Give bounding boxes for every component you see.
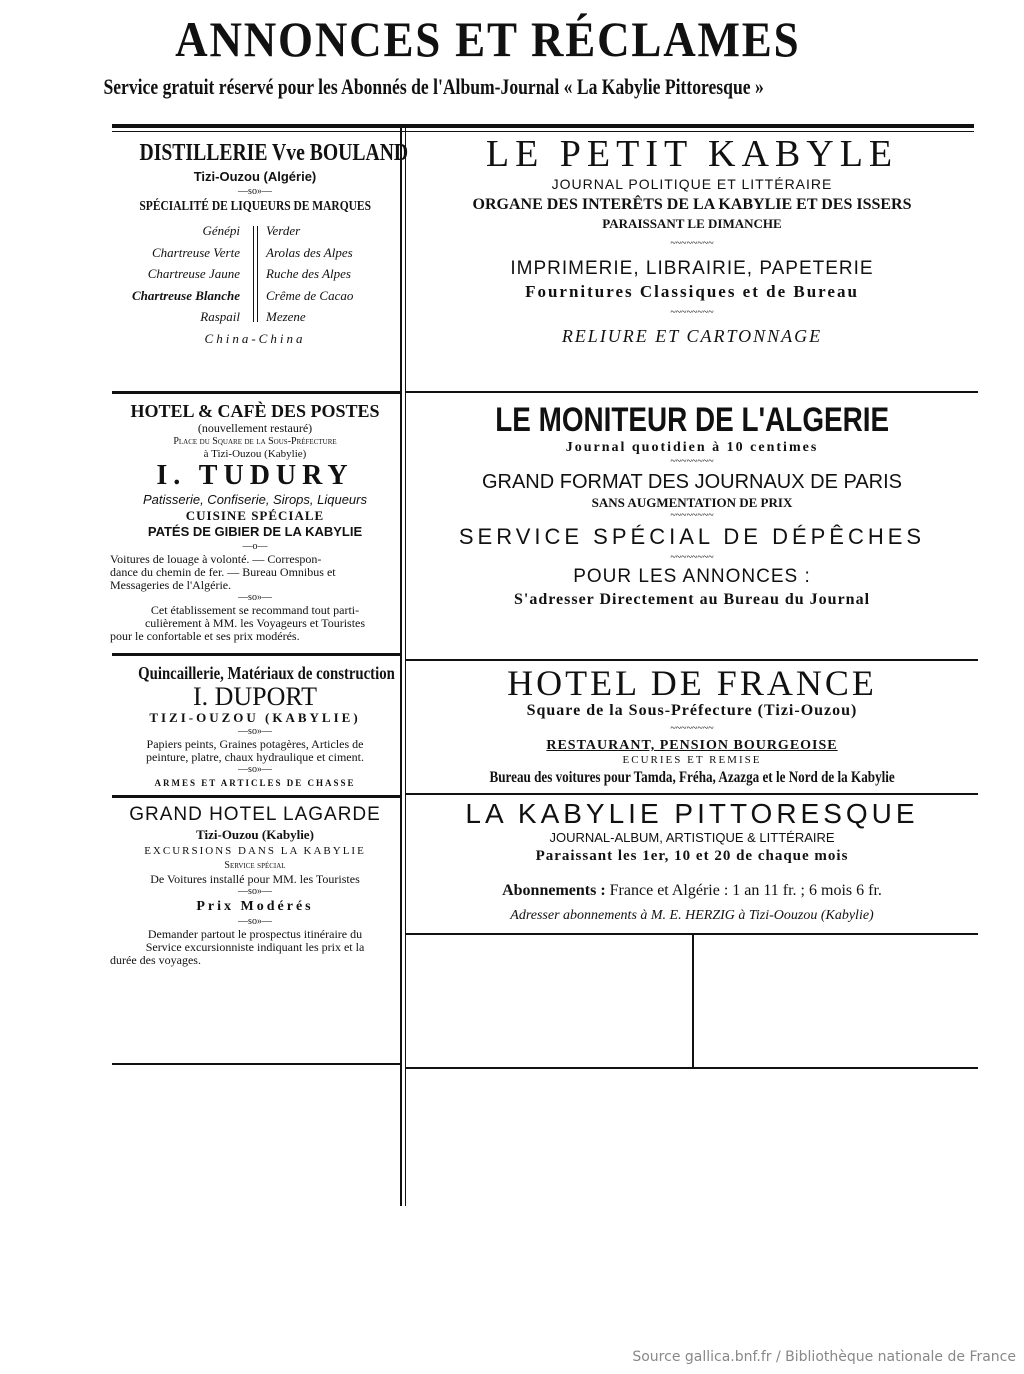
ad-petit-kabyle [406, 134, 978, 348]
ad-hotel-france [406, 664, 978, 790]
ad-paragraph [110, 928, 400, 967]
ad-line: ORGANE DES INTERÊTS DE LA KABYLIE ET DES ISSERS [472, 196, 912, 213]
liqueur: Génépi [202, 223, 240, 238]
ad-line: Bureau des voitures pour Tamda, Fréha, Azazga et le Nord de la Kabylie [489, 769, 895, 786]
text-line: Voitures de louage à volonté. — Correspon- [110, 552, 322, 566]
ad-address: à Tizi-Ouzou (Kabylie) [203, 448, 307, 460]
text-line: Messageries de l'Algérie. [110, 578, 232, 592]
ad-moniteur [406, 400, 978, 610]
liqueur: Ruche des Alpes [266, 266, 351, 281]
ad-line: Paraissant les 1er, 10 et 20 de chaque mois [535, 848, 849, 864]
ad-line: SERVICE SPÉCIAL DE DÉPÊCHES [458, 524, 926, 549]
text-line: Papiers peints, Graines potagères, Articles de [146, 737, 364, 751]
divider [112, 391, 400, 394]
ornament: —o— [242, 541, 268, 552]
ad-name: LE PETIT KABYLE [485, 133, 899, 175]
subscription-prices: France et Algérie : 1 an 11 fr. ; 6 mois 6 fr. [609, 882, 882, 899]
divider [692, 935, 694, 1068]
ad-bouland [110, 138, 409, 350]
ad-note: (nouvellement restauré) [197, 421, 313, 435]
text-line: Demander partout le prospectus itinéraire du [147, 927, 363, 941]
ad-name: HOTEL DE FRANCE [507, 663, 877, 703]
ornament: ~~~~~~~~ [670, 723, 714, 734]
ad-hotel-postes [110, 400, 400, 643]
ornament: ~~~~~~~~ [670, 510, 714, 521]
ad-name: GRAND HOTEL LAGARDE [129, 804, 381, 825]
liqueur: Chartreuse Verte [152, 244, 240, 260]
liqueur: Crême de Cacao [266, 287, 354, 303]
ornament: —so»— [238, 186, 272, 197]
ad-owner: I. TUDURY [156, 460, 354, 491]
ad-place: TIZI-OUZOU (KABYLIE) [149, 710, 361, 725]
liqueur: Arolas des Alpes [266, 244, 353, 260]
ad-line: RELIURE ET CARTONNAGE [561, 326, 823, 346]
ad-line: ARMES ET ARTICLES DE CHASSE [154, 778, 356, 788]
ad-line: Adresser abonnements à M. E. HERZIG à Tizi-Oouzou (Kabylie) [510, 908, 874, 923]
divider [112, 795, 400, 798]
ad-name: HOTEL & CAFÈ DES POSTES [130, 401, 380, 421]
ad-line: POUR LES ANNONCES : [573, 566, 811, 587]
text-line: peinture, platre, chaux hydraulique et ciment. [146, 750, 364, 764]
ad-place: Tizi-Ouzou (Algérie) [193, 169, 317, 184]
ornament: ~~~~~~~~ [670, 552, 714, 563]
text-line: dance du chemin de fer. — Bureau Omnibus et [110, 565, 336, 579]
ad-trade: Quincaillerie, Matériaux de construction [138, 663, 395, 683]
ad-address: Place du Square de la Sous-Préfecture [173, 436, 337, 447]
divider [112, 653, 400, 656]
subscription-label: Abonnements : [502, 882, 606, 899]
ad-line: JOURNAL-ALBUM, ARTISTIQUE & LITTÉRAIRE [549, 830, 835, 845]
ad-line: PARAISSANT LE DIMANCHE [602, 216, 782, 231]
divider [406, 659, 978, 661]
ad-specialty: SPÉCIALITÉ DE LIQUEURS DE MARQUES [139, 199, 371, 214]
liqueur: Chartreuse Blanche [132, 287, 240, 303]
ad-line: S'adresser Directement au Bureau du Journal [513, 591, 871, 608]
text-line: pour le confortable et ses prix modérés. [110, 629, 300, 643]
ad-line: RESTAURANT, PENSION BOURGEOISE [546, 738, 838, 753]
ad-name: LE MONITEUR DE L'ALGERIE [495, 401, 889, 439]
text-line: culièrement à MM. les Voyageurs et Touristes [144, 616, 366, 630]
liqueur: China-China [204, 330, 306, 346]
ad-name: I. DUPORT [192, 682, 318, 711]
ornament: —so»— [238, 886, 272, 897]
ad-duport [110, 662, 400, 791]
ad-line: De Voitures installé pour MM. les Touristes [150, 872, 360, 886]
top-rule-thin [112, 131, 974, 132]
ad-line: EXCURSIONS DANS LA KABYLIE [144, 845, 366, 857]
ad-line: Fournitures Classiques et de Bureau [525, 282, 859, 301]
ad-line: Journal quotidien à 10 centimes [565, 440, 819, 455]
ad-line: JOURNAL POLITIQUE ET LITTÉRAIRE [551, 176, 833, 192]
ad-line: GRAND FORMAT DES JOURNAUX DE PARIS [481, 471, 903, 493]
text-line: Service excursionniste indiquant les prix et la [145, 940, 365, 954]
ornament: —so»— [238, 764, 272, 775]
liqueur: Chartreuse Jaune [147, 266, 240, 281]
ornament: ~~~~~~~~ [670, 307, 714, 318]
page-subtitle: Service gratuit réservé pour les Abonnés de l'Album-Journal « La Kabylie Pittoresque » [103, 74, 764, 99]
divider [406, 1067, 978, 1069]
ad-line: SANS AUGMENTATION DE PRIX [591, 495, 793, 510]
ad-kabylie-pittoresque [406, 798, 978, 922]
text-line: Cet établissement se recommand tout parti- [150, 603, 360, 617]
ad-products: Patisserie, Confiserie, Sirops, Liqueurs [143, 492, 367, 507]
ornament: —so»— [238, 726, 272, 737]
ad-paragraph [110, 604, 400, 643]
ornament: —so»— [238, 592, 272, 603]
ad-line: Square de la Sous-Préfecture (Tizi-Ouzou) [526, 702, 858, 719]
liqueur: Raspail [200, 309, 240, 324]
source-footer: Source gallica.bnf.fr / Bibliothèque nationale de France [632, 1349, 1016, 1365]
ad-name: LA KABYLIE PITTORESQUE [465, 798, 919, 829]
ad-line: ECURIES ET REMISE [622, 754, 762, 766]
ad-line: CUISINE SPÉCIALE [185, 508, 325, 523]
ornament: —so»— [238, 916, 272, 927]
bracket [253, 226, 258, 322]
liqueur-list [110, 220, 400, 328]
ad-line: PATÉS DE GIBIER DE LA KABYLIE [147, 524, 363, 539]
liqueur: Mezene [266, 309, 306, 324]
page-title: ANNONCES ET RÉCLAMES [175, 11, 801, 67]
ad-name: DISTILLERIE Vve BOULAND [139, 140, 409, 166]
column-divider [400, 128, 402, 1206]
ad-lagarde [110, 804, 400, 967]
ornament: ~~~~~~~~ [670, 238, 714, 249]
ad-line: Service spécial [224, 860, 286, 871]
divider [406, 391, 978, 393]
top-rule [112, 124, 974, 128]
ad-paragraph [110, 553, 400, 592]
ad-line: Prix Modérés [196, 899, 314, 914]
ornament: ~~~~~~~~ [670, 456, 714, 467]
liqueur: Verder [266, 223, 301, 238]
divider [406, 793, 978, 795]
text-line: durée des voyages. [110, 953, 201, 967]
divider [112, 1063, 400, 1065]
ad-place: Tizi-Ouzou (Kabylie) [196, 827, 314, 842]
ad-line: IMPRIMERIE, LIBRAIRIE, PAPETERIE [510, 258, 874, 279]
